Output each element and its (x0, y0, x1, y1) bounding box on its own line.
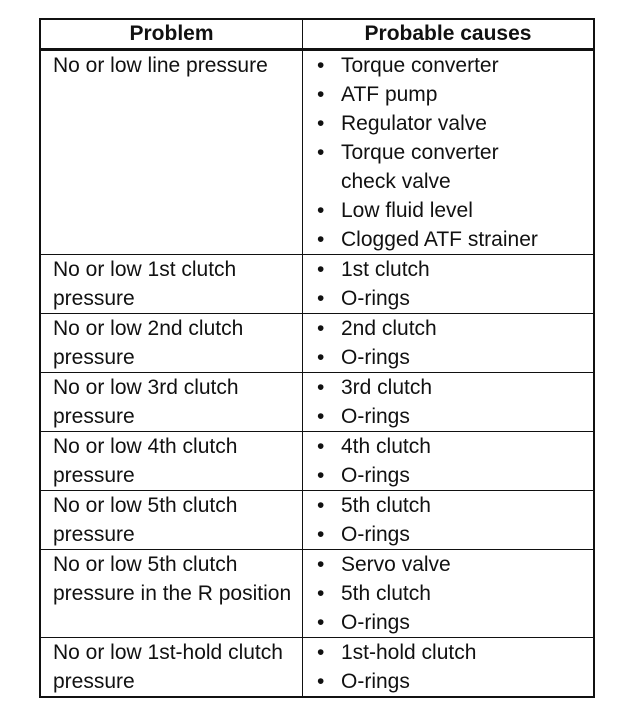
bullet-icon: • (317, 346, 325, 369)
table-row (41, 50, 593, 254)
cause-item: • 1st clutch (317, 255, 593, 284)
bullet-icon: • (317, 54, 325, 77)
causes-cell (303, 550, 593, 637)
bullet-icon: • (317, 611, 325, 634)
causes-cell (303, 638, 593, 696)
bullet-icon: • (317, 670, 325, 693)
problem-cell: No or low 4th clutch pressure (41, 432, 303, 490)
cause-item: • O-rings (317, 520, 593, 549)
bullet-icon: • (317, 112, 325, 135)
cause-item: • 1st-hold clutch (317, 638, 593, 667)
bullet-icon: • (317, 317, 325, 340)
bullet-icon: • (317, 287, 325, 310)
cause-item: • 4th clutch (317, 432, 593, 461)
bullet-icon: • (317, 141, 325, 164)
problem-cell: No or low 5th clutch pressure in the R position (41, 550, 303, 637)
cause-item: • O-rings (317, 343, 593, 372)
problem-cell: No or low 3rd clutch pressure (41, 373, 303, 431)
cause-item: • 5th clutch (317, 579, 593, 608)
cause-item: • O-rings (317, 402, 593, 431)
cause-item: • O-rings (317, 608, 593, 637)
header-problem: Problem (41, 20, 303, 48)
cause-item: • O-rings (317, 461, 593, 490)
cause-item: • O-rings (317, 284, 593, 313)
bullet-icon: • (317, 523, 325, 546)
cause-item: • Low fluid level (317, 196, 593, 225)
table-row (41, 549, 593, 637)
cause-item: • Torque converter (317, 51, 593, 80)
causes-cell (303, 255, 593, 313)
problem-cell: No or low 5th clutch pressure (41, 491, 303, 549)
bullet-icon: • (317, 582, 325, 605)
causes-cell (303, 373, 593, 431)
cause-item: • 2nd clutch (317, 314, 593, 343)
causes-cell (303, 51, 593, 254)
table-header (41, 20, 593, 50)
cause-item: • ATF pump (317, 80, 593, 109)
bullet-icon: • (317, 464, 325, 487)
problem-cell: No or low 1st clutch pressure (41, 255, 303, 313)
cause-item: • Clogged ATF strainer (317, 225, 593, 254)
problem-cell: No or low line pressure (41, 51, 303, 254)
troubleshooting-table (39, 18, 595, 698)
problem-cell: No or low 1st-hold clutch pressure (41, 638, 303, 696)
bullet-icon: • (317, 228, 325, 251)
causes-cell (303, 314, 593, 372)
problem-cell: No or low 2nd clutch pressure (41, 314, 303, 372)
bullet-icon: • (317, 553, 325, 576)
bullet-icon: • (317, 641, 325, 664)
table-row (41, 254, 593, 313)
causes-cell (303, 491, 593, 549)
cause-item: • Servo valve (317, 550, 593, 579)
bullet-icon: • (317, 376, 325, 399)
bullet-icon: • (317, 405, 325, 428)
table-row (41, 313, 593, 372)
cause-item: • Torque converter check valve (317, 138, 593, 196)
table-row (41, 637, 593, 696)
bullet-icon: • (317, 435, 325, 458)
cause-item: • 5th clutch (317, 491, 593, 520)
table-row (41, 490, 593, 549)
table-row (41, 431, 593, 490)
bullet-icon: • (317, 199, 325, 222)
cause-item: • O-rings (317, 667, 593, 696)
header-probable-causes: Probable causes (364, 22, 532, 45)
bullet-icon: • (317, 258, 325, 281)
cause-item: • Regulator valve (317, 109, 593, 138)
table-row (41, 372, 593, 431)
causes-cell (303, 432, 593, 490)
bullet-icon: • (317, 494, 325, 517)
cause-item: • 3rd clutch (317, 373, 593, 402)
bullet-icon: • (317, 83, 325, 106)
